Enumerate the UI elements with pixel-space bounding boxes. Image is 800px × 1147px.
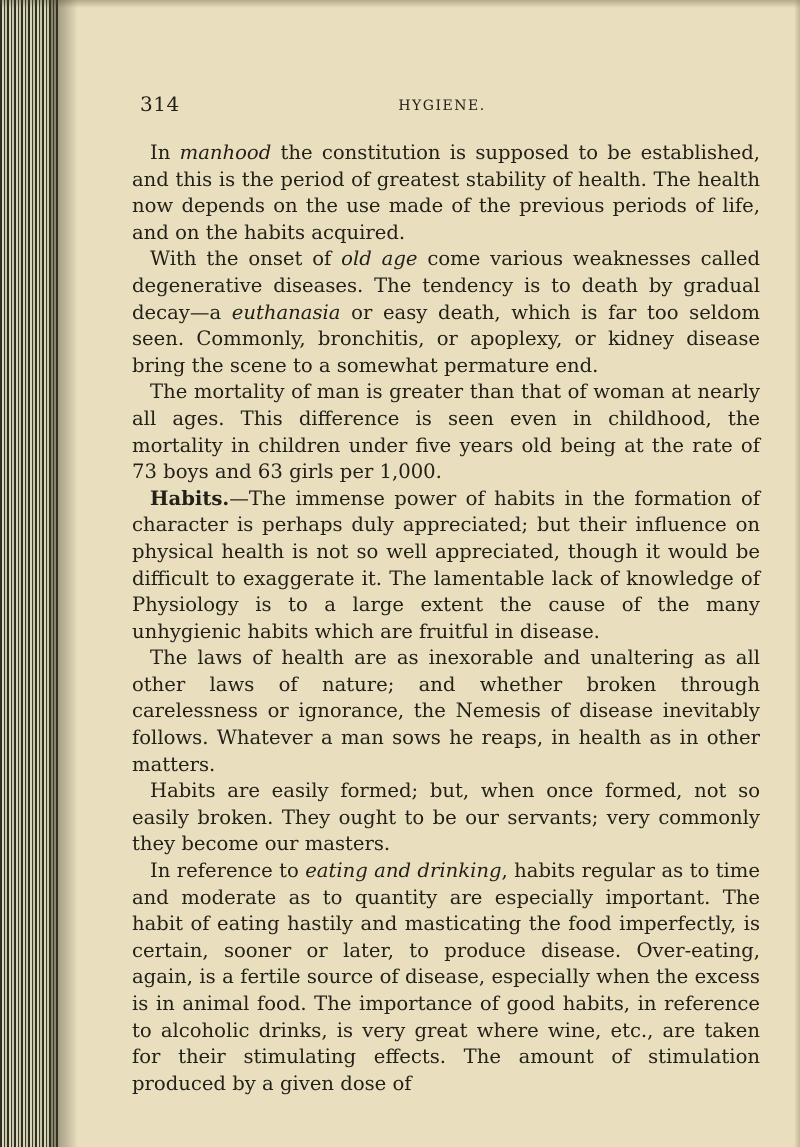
italic-phrase: old age	[341, 247, 418, 271]
paragraph	[132, 645, 760, 778]
section-heading: Habits.	[150, 486, 230, 510]
text-run: In reference to	[150, 859, 306, 883]
text-run: The laws of health are as inexorable and unaltering as all other laws of nature; and whether broken through carelessness or ignorance, the Nemesis of disease inevitably follows. Whatever a man sows he reaps, in health as in other matters.	[132, 646, 760, 776]
paragraph	[132, 246, 760, 379]
top-edge-shadow	[0, 0, 800, 8]
italic-phrase: eating and drinking	[305, 859, 502, 883]
text-run: The mortality of man is greater than that of woman at nearly all ages. This difference is seen even in childhood, the mortality in children under five years old being at the rate of 73 boys and 63 girls per 1,000.	[132, 380, 760, 484]
paragraph	[132, 379, 760, 485]
text-run: or easy death, which is far too seldom seen. Commonly, bronchitis, or apoplexy, or kidney disease bring the scene to a somewhat permature end.	[132, 300, 760, 377]
running-title: HYGIENE.	[398, 98, 486, 114]
text-run: —The immense power of habits in the formation of character is perhaps duly appreciated; but their influence on physical health is not so well appreciated, though it would be difficult to exaggerate it. The lamentable lack of knowledge of Physiology is to a large extent the cause of the many unhygienic habits which are fruitful in disease.	[132, 486, 760, 643]
gutter-shadow	[50, 0, 78, 1147]
italic-phrase: euthanasia	[231, 300, 341, 324]
text-run: come various weaknesses called degenerative diseases. The tendency is to death by gradual decay—a	[132, 247, 761, 324]
right-page-edge	[794, 0, 800, 1147]
text-run: In	[150, 141, 180, 164]
body-text	[132, 140, 760, 1097]
text-run: Habits are easily formed; but, when once formed, not so easily broken. They ought to be our servants; very commonly they become our masters.	[132, 779, 760, 856]
text-run: the constitution is supposed to be established, and this is the period of greatest stability of health. The health now depends on the use made of the previous periods of life, and on the habits acquired.	[132, 141, 760, 244]
paragraph	[132, 778, 760, 858]
text-run: With the onset of	[150, 247, 342, 271]
text-run: , habits regular as to time and moderate as to quantity are especially important. The habit of eating hastily and masticating the food imperfectly, is certain, sooner or later, to produce disease. Over-eating, again, is a fertile source of disease, especially when the excess is in animal food. The importance of good habits, in reference to alcoholic drinks, is very great where wine, etc., are taken for their stimulating effects. The amount of stimulation produced by a given dose of	[132, 859, 760, 1095]
page-header	[112, 92, 772, 122]
italic-phrase: manhood	[179, 141, 272, 164]
paragraph	[132, 140, 760, 246]
page-number: 314	[140, 92, 180, 116]
paragraph	[132, 486, 760, 646]
paragraph	[132, 858, 760, 1097]
